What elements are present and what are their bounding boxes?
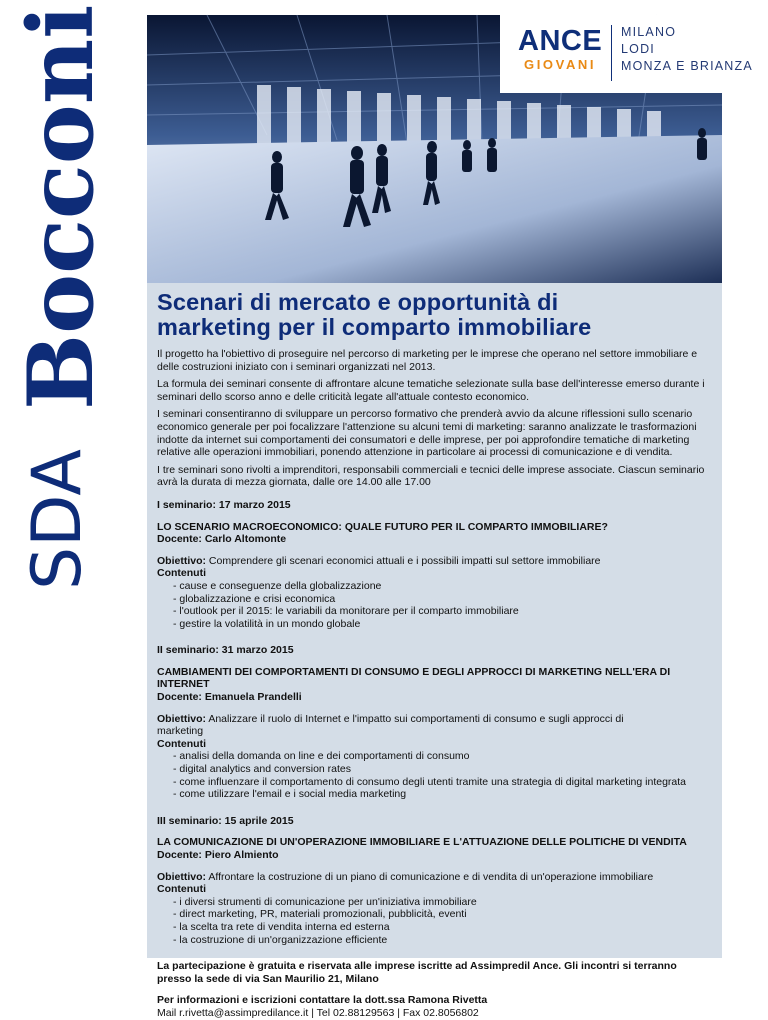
ance-giovani-logo	[500, 15, 768, 93]
logo-city-lodi: LODI	[621, 42, 655, 56]
content-item: - come utilizzare l'email e i social media marketing	[173, 788, 407, 801]
contact-line: Mail r.rivetta@assimpredilance.it | Tel 02.88129563 | Fax 02.8056802	[157, 1006, 479, 1019]
seminar-heading: II seminario: 31 marzo 2015	[157, 644, 294, 657]
content-item: - analisi della domanda on line e dei comportamenti di consumo	[173, 750, 470, 763]
intro-paragraph: La formula dei seminari consente di affrontare alcune tematiche selezionate sulla base dell'interesse emerso durante i seminari dello scorso anno e delle criticità legate all'attuale contesto economico.	[157, 378, 705, 403]
objective-label: Obiettivo:	[157, 554, 206, 567]
ance-wordmark: ANCE	[518, 25, 603, 57]
objective-label: Obiettivo:	[157, 712, 206, 725]
intro-paragraph: Il progetto ha l'obiettivo di proseguire nel percorso di marketing per le imprese che operano nel settore immobiliare e delle costruzioni iniziato con i seminari organizzati nel 2013.	[157, 348, 698, 373]
objective-text: Analizzare il ruolo di Internet e l'impatto sui comportamenti di consumo e sugli approcci di marketing	[157, 712, 624, 738]
content-item: - i diversi strumenti di comunicazione per un'iniziativa immobiliare	[173, 895, 477, 908]
seminar-objective	[157, 555, 712, 568]
objective-label: Obiettivo:	[157, 870, 206, 883]
intro-paragraph: I tre seminari sono rivolti a imprenditori, responsabili commerciali e tecnici delle imprese associate. Ciascun seminario avrà la durata di mezza giornata, dalle ore 14.00 alle 17.00	[157, 463, 705, 489]
page-title	[157, 290, 717, 340]
seminar-docente: Docente: Emanuela Prandelli	[157, 691, 302, 704]
content-item: - digital analytics and conversion rates	[173, 763, 352, 776]
info-line: Per informazioni e iscrizioni contattare la dott.ssa Ramona Rivetta	[157, 994, 488, 1007]
contents-label: Contenuti	[157, 883, 206, 896]
seminar-docente: Docente: Carlo Altomonte	[157, 533, 287, 546]
contents-label: Contenuti	[157, 567, 206, 580]
seminar-heading: I seminario: 17 marzo 2015	[157, 498, 291, 511]
seminar-docente: Docente: Piero Almiento	[157, 849, 279, 861]
seminar-objective	[157, 871, 712, 884]
seminar-topic: LA COMUNICAZIONE DI UN'OPERAZIONE IMMOBILIARE E L'ATTUAZIONE DELLE POLITICHE DI VENDITA	[157, 836, 687, 849]
objective-text: Affrontare la costruzione di un piano di comunicazione e di vendita di un'operazione immobiliare	[206, 870, 654, 883]
content-item: - la costruzione di un'organizzazione efficiente	[173, 933, 388, 946]
sda-bocconi-logo	[8, 4, 114, 590]
contents-label: Contenuti	[157, 737, 206, 750]
content-item: - cause e conseguenze della globalizzazione	[173, 579, 382, 592]
seminar-heading: III seminario: 15 aprile 2015	[157, 814, 294, 827]
sda-text: SDA	[18, 449, 97, 590]
seminar-topic: LO SCENARIO MACROECONOMICO: QUALE FUTURO PER IL COMPARTO IMMOBILIARE?	[157, 520, 608, 533]
logo-divider	[611, 25, 612, 81]
body-content	[157, 348, 712, 1020]
objective-text: Comprendere gli scenari economici attuali e i possibili impatti sul settore immobiliare	[206, 554, 601, 567]
logo-city-milano: MILANO	[621, 25, 677, 39]
content-item: - globalizzazione e crisi economica	[173, 592, 336, 605]
content-item: - direct marketing, PR, materiali promozionali, pubblicità, eventi	[173, 908, 467, 921]
seminar-objective	[157, 713, 627, 738]
content-item: - gestire la volatilità in un mondo globale	[173, 617, 361, 630]
giovani-wordmark: GIOVANI	[524, 57, 597, 72]
participation-note: La partecipazione è gratuita e riservata alle imprese iscritte ad Assimpredil Ance. Gli incontri si terranno presso la sede di via San Maurilio 21, Milano	[157, 960, 677, 985]
content-item: - l'outlook per il 2015: le variabili da monitorare per il comparto immobiliare	[173, 605, 519, 618]
content-item: - come influenzare il comportamento di consumo degli utenti tramite una strategia di digital marketing integrata	[173, 775, 687, 788]
logo-city-monza: MONZA E BRIANZA	[621, 59, 753, 73]
intro-paragraph: I seminari consentiranno di sviluppare un percorso formativo che prenderà avvio da alcune riflessioni sullo scenario economico generale per poi focalizzare l'attenzione su alcuni temi di marketing: saranno analizzate le trasformazioni indotte da internet sui comportamenti dei consumatori e delle imprese, per poi approfondire tematiche di marketing relative alle operazioni immobiliari, ponendo attenzione in particolare ai processi di comunicazione e di vendita.	[157, 408, 697, 459]
seminar-topic: CAMBIAMENTI DEI COMPORTAMENTI DI CONSUMO E DEGLI APPROCCI DI MARKETING NELL'ERA DI INTERNET	[157, 665, 671, 691]
content-item: - la scelta tra rete di vendita interna ed esterna	[173, 920, 390, 933]
title-line-1: Scenari di mercato e opportunità di	[157, 289, 559, 315]
title-line-2: marketing per il comparto immobiliare	[157, 314, 592, 340]
bocconi-text: Bocconi	[8, 4, 114, 410]
